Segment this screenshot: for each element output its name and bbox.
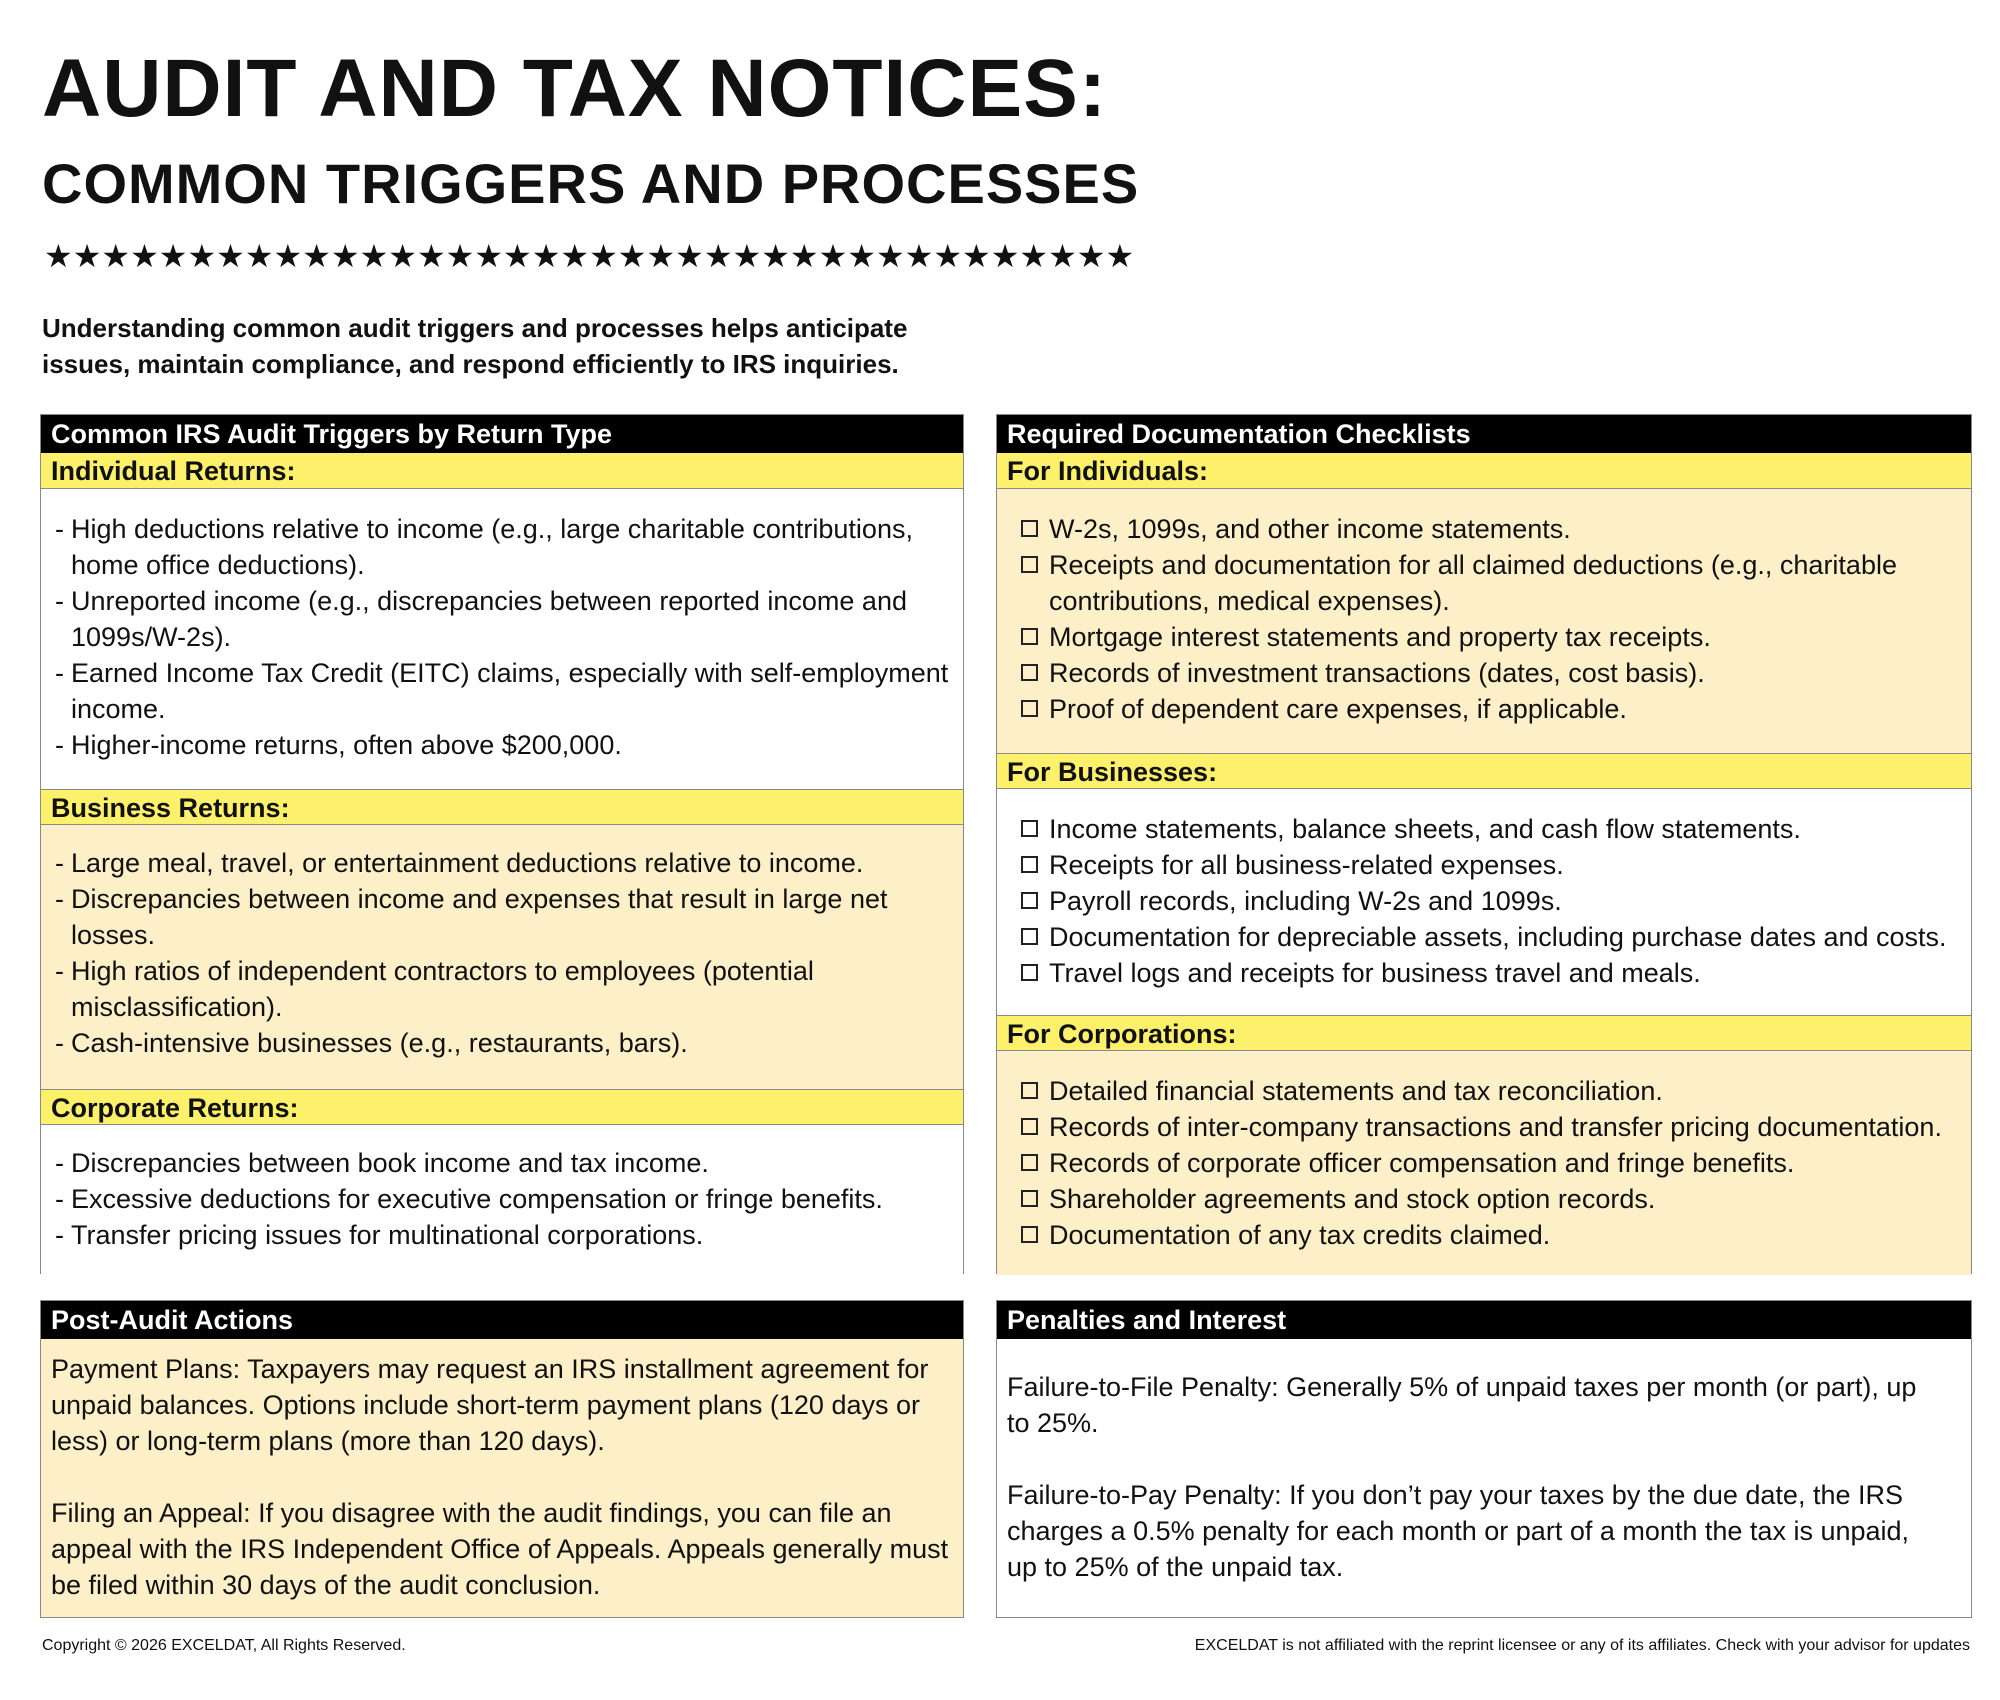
for-businesses-section (997, 789, 1971, 1015)
list-item: - Large meal, travel, or entertainment deductions relative to income. (41, 845, 963, 881)
for-corporations-heading: For Corporations: (997, 1015, 1971, 1051)
corporate-triggers-list (41, 1145, 963, 1253)
business-returns-section (41, 825, 963, 1089)
checklist-item: Payroll records, including W-2s and 1099s. (997, 883, 1971, 919)
checkbox-icon (1021, 556, 1038, 573)
checkbox-icon (1021, 928, 1038, 945)
checklist-item: Records of investment transactions (dates, cost basis). (997, 655, 1971, 691)
checkbox-icon (1021, 628, 1038, 645)
checklist-item: Travel logs and receipts for business travel and meals. (997, 955, 1971, 991)
business-triggers-list (41, 845, 963, 1061)
documentation-panel (996, 414, 1972, 1274)
checklist-item: Documentation of any tax credits claimed. (997, 1217, 1971, 1253)
post-audit-title: Post-Audit Actions (41, 1301, 963, 1339)
checklist-item: W-2s, 1099s, and other income statements. (997, 511, 1971, 547)
list-item: - Discrepancies between book income and tax income. (41, 1145, 963, 1181)
page-subtitle: COMMON TRIGGERS AND PROCESSES (42, 152, 1140, 215)
audit-triggers-panel (40, 414, 964, 1274)
post-audit-body (41, 1339, 963, 1617)
list-item: - Higher-income returns, often above $200,000. (41, 727, 963, 763)
list-item: - Cash-intensive businesses (e.g., restaurants, bars). (41, 1025, 963, 1061)
checklist-item: Receipts for all business-related expenses. (997, 847, 1971, 883)
disclaimer-text: EXCELDAT is not affiliated with the reprint licensee or any of its affiliates. Check with your advisor for updates (1194, 1637, 1970, 1654)
list-item: - Transfer pricing issues for multinational corporations. (41, 1217, 963, 1253)
for-individuals-heading: For Individuals: (997, 453, 1971, 489)
penalties-body (997, 1339, 1971, 1617)
checkbox-icon (1021, 1154, 1038, 1171)
individual-returns-section (41, 489, 963, 789)
checkbox-icon (1021, 520, 1038, 537)
list-item: - High ratios of independent contractors to employees (potential misclassification). (41, 953, 963, 1025)
checklist-item: Shareholder agreements and stock option records. (997, 1181, 1971, 1217)
checklist-item: Detailed financial statements and tax reconciliation. (997, 1073, 1971, 1109)
businesses-checklist (997, 811, 1971, 991)
business-returns-heading: Business Returns: (41, 789, 963, 825)
star-divider: ★★★★★★★★★★★★★★★★★★★★★★★★★★★★★★★★★★★★★★ (44, 237, 1135, 275)
penalties-panel (996, 1300, 1972, 1618)
documentation-title: Required Documentation Checklists (997, 415, 1971, 453)
individuals-checklist (997, 511, 1971, 727)
checkbox-icon (1021, 664, 1038, 681)
corporate-returns-heading: Corporate Returns: (41, 1089, 963, 1125)
post-audit-panel (40, 1300, 964, 1618)
individual-returns-heading: Individual Returns: (41, 453, 963, 489)
copyright-text: Copyright © 2026 EXCELDAT, All Rights Reserved. (42, 1637, 406, 1654)
checkbox-icon (1021, 1082, 1038, 1099)
list-item: - Discrepancies between income and expenses that result in large net losses. (41, 881, 963, 953)
corporate-returns-section (41, 1125, 963, 1275)
list-item: - High deductions relative to income (e.g., large charitable contributions, home office deductions). (41, 511, 963, 583)
filing-appeal-text: Filing an Appeal: If you disagree with the audit findings, you can file an appeal with the IRS Independent Office of Appeals. Appeals generally must be filed within 30 days of the audit conclusion. (51, 1498, 949, 1600)
list-item: - Earned Income Tax Credit (EITC) claims, especially with self-employment income. (41, 655, 963, 727)
checklist-item: Mortgage interest statements and property tax receipts. (997, 619, 1971, 655)
intro-text: Understanding common audit triggers and processes helps anticipate issues, maintain compliance, and respond efficiently to IRS inquiries. (42, 313, 908, 379)
failure-to-file-text: Failure-to-File Penalty: Generally 5% of unpaid taxes per month (or part), up to 25%. (1007, 1372, 1917, 1438)
audit-triggers-title: Common IRS Audit Triggers by Return Type (41, 415, 963, 453)
checkbox-icon (1021, 1226, 1038, 1243)
checkbox-icon (1021, 700, 1038, 717)
checklist-item: Income statements, balance sheets, and cash flow statements. (997, 811, 1971, 847)
penalties-title: Penalties and Interest (997, 1301, 1971, 1339)
checkbox-icon (1021, 964, 1038, 981)
for-corporations-section (997, 1051, 1971, 1275)
payment-plans-text: Payment Plans: Taxpayers may request an IRS installment agreement for unpaid balances. Options include short-term payment plans (120 days or less) or long-term plans (more than 120 days). (51, 1354, 929, 1456)
for-individuals-section (997, 489, 1971, 753)
list-item: - Excessive deductions for executive compensation or fringe benefits. (41, 1181, 963, 1217)
checkbox-icon (1021, 892, 1038, 909)
checkbox-icon (1021, 1190, 1038, 1207)
checklist-item: Proof of dependent care expenses, if applicable. (997, 691, 1971, 727)
page-title: AUDIT AND TAX NOTICES: (42, 43, 1108, 134)
individual-triggers-list (41, 511, 963, 763)
for-businesses-heading: For Businesses: (997, 753, 1971, 789)
checkbox-icon (1021, 820, 1038, 837)
checklist-item: Records of corporate officer compensation and fringe benefits. (997, 1145, 1971, 1181)
checkbox-icon (1021, 1118, 1038, 1135)
checklist-item: Records of inter-company transactions and transfer pricing documentation. (997, 1109, 1971, 1145)
failure-to-pay-text: Failure-to-Pay Penalty: If you don’t pay your taxes by the due date, the IRS charges a 0.5% penalty for each month or part of a month the tax is unpaid, up to 25% of the unpaid tax. (1007, 1480, 1910, 1582)
checklist-item: Documentation for depreciable assets, including purchase dates and costs. (997, 919, 1971, 955)
checklist-item: Receipts and documentation for all claimed deductions (e.g., charitable contributions, medical expenses). (997, 547, 1971, 619)
corporations-checklist (997, 1073, 1971, 1253)
checkbox-icon (1021, 856, 1038, 873)
list-item: - Unreported income (e.g., discrepancies between reported income and 1099s/W-2s). (41, 583, 963, 655)
